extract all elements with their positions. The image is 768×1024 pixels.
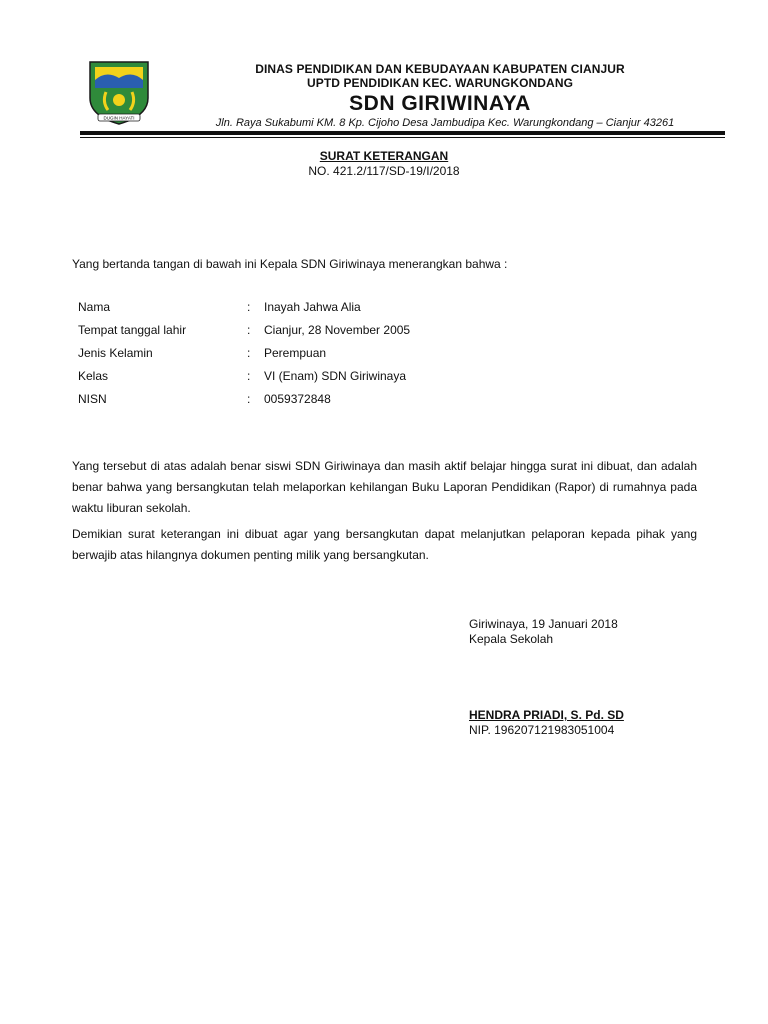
intro-sentence: Yang bertanda tangan di bawah ini Kepala SDN Giriwinaya menerangkan bahwa : xyxy=(72,257,508,271)
field-separator: : xyxy=(247,346,251,360)
field-label: Nama xyxy=(78,300,111,314)
field-label: Tempat tanggal lahir xyxy=(78,323,187,337)
letterhead-agency: DINAS PENDIDIKAN DAN KEBUDAYAAN KABUPATEN CIANJUR xyxy=(255,62,625,76)
letterhead-rule-thin xyxy=(80,137,725,138)
field-separator: : xyxy=(247,300,251,314)
signature-nip: NIP. 196207121983051004 xyxy=(469,723,615,737)
field-label: NISN xyxy=(78,392,107,406)
field-separator: : xyxy=(247,392,251,406)
signature-name: HENDRA PRIADI, S. Pd. SD xyxy=(469,708,624,722)
field-separator: : xyxy=(247,369,251,383)
signature-place-date: Giriwinaya, 19 Januari 2018 xyxy=(469,617,618,631)
document-number: NO. 421.2/117/SD-19/I/2018 xyxy=(308,164,460,178)
letterhead-address: Jln. Raya Sukabumi KM. 8 Kp. Cijoho Desa Jambudipa Kec. Warungkondang – Cianjur 43261 xyxy=(215,117,675,129)
field-value: Inayah Jahwa Alia xyxy=(264,300,361,314)
field-value: Cianjur, 28 November 2005 xyxy=(264,323,411,337)
letterhead-unit: UPTD PENDIDIKAN KEC. WARUNGKONDANG xyxy=(306,76,574,90)
letterhead-rule-thick xyxy=(80,131,725,135)
body-paragraph-statement: Yang tersebut di atas adalah benar siswi SDN Giriwinaya dan masih aktif belajar hingga surat ini dibuat, dan adalah benar bahwa yang bersangkutan telah melaporkan kehilangan Buku Laporan Pendidikan (Rapor) di rumahnya pada waktu liburan sekolah. xyxy=(72,459,697,515)
document-title: SURAT KETERANGAN xyxy=(319,149,449,163)
letterhead-school-name: SDN GIRIWINAYA xyxy=(349,92,531,115)
school-emblem-logo xyxy=(86,58,152,126)
body-paragraph-closing: Demikian surat keterangan ini dibuat agar yang bersangkutan dapat melanjutkan pelaporan kepada pihak yang berwajib atas hilangnya dokumen penting milik yang bersangkutan. xyxy=(72,527,697,562)
field-value: Perempuan xyxy=(264,346,327,360)
field-value: VI (Enam) SDN Giriwinaya xyxy=(264,369,407,383)
field-label: Kelas xyxy=(78,369,109,383)
logo-motto: DUGIN HAYATI xyxy=(103,115,135,121)
field-value: 0059372848 xyxy=(264,392,331,406)
signature-position: Kepala Sekolah xyxy=(469,632,554,646)
field-label: Jenis Kelamin xyxy=(78,346,153,360)
field-separator: : xyxy=(247,323,251,337)
